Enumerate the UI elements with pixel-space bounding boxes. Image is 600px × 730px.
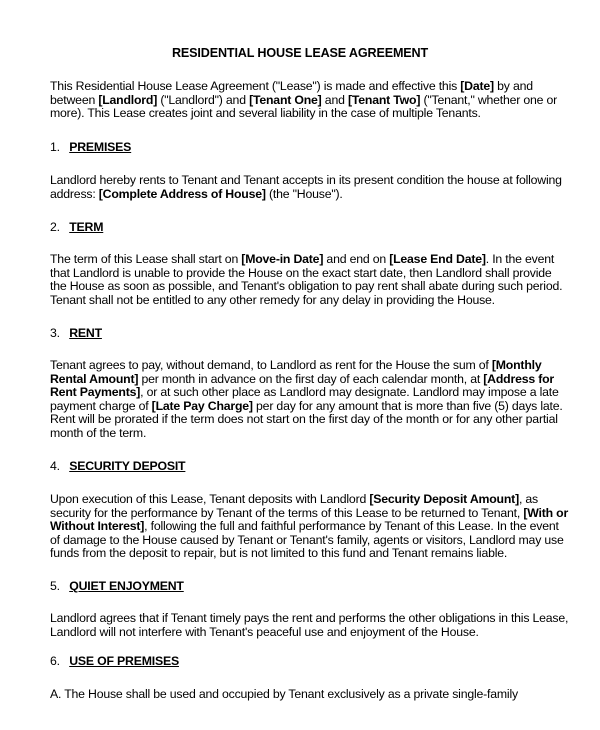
placeholder-field: [Late Pay Charge]	[151, 398, 253, 413]
section-heading-use-of-premises	[50, 654, 179, 668]
section-heading-premises	[50, 140, 131, 154]
text-line	[50, 80, 560, 94]
text-run: Tenant shall not be entitled to any other remedy for any delay in providing the House.	[50, 292, 495, 307]
section-label: PREMISES	[69, 140, 132, 154]
section-label: RENT	[69, 326, 102, 340]
text-run: Landlord agrees that if Tenant timely pays the rent and performs the other obligations in this Lease,	[50, 611, 569, 625]
text-run: per day for any amount that is more than five (5) days late.	[252, 398, 563, 413]
section-heading-term	[50, 220, 103, 234]
text-line	[50, 294, 560, 308]
placeholder-field: [Move-in Date]	[241, 252, 324, 266]
text-run: of damage to the House caused by Tenant or Tenant's family, agents or visitors, Landlord may use	[50, 532, 564, 547]
security-deposit-paragraph	[50, 492, 569, 561]
text-line	[50, 611, 569, 626]
section-number: 3.	[50, 326, 60, 340]
placeholder-field: Rent Payments]	[50, 385, 141, 400]
section-heading-security-deposit	[50, 459, 185, 473]
text-run: ("Landlord") and	[157, 92, 250, 107]
placeholder-field: [Date]	[460, 79, 494, 93]
text-line	[50, 279, 563, 294]
text-run: per month in advance on the first day of each calendar month, at	[138, 371, 484, 386]
text-line	[50, 427, 560, 441]
section-number: 4.	[50, 459, 60, 473]
text-run: month of the term.	[50, 425, 147, 440]
text-run: . In the event	[485, 252, 555, 266]
text-run: address:	[50, 186, 99, 201]
section-label: TERM	[69, 220, 104, 234]
placeholder-field: [Tenant One]	[249, 92, 322, 107]
text-run: ("Tenant," whether one or	[420, 92, 558, 107]
section-heading-quiet-enjoyment	[50, 579, 184, 593]
placeholder-field: [Security Deposit Amount]	[369, 492, 519, 506]
text-line	[50, 520, 560, 534]
section-number: 1.	[50, 140, 60, 154]
section-label: QUIET ENJOYMENT	[69, 579, 184, 593]
text-line	[50, 532, 564, 548]
placeholder-field: [Complete Address of House]	[98, 186, 266, 201]
text-line	[50, 688, 560, 702]
placeholder-field: [With or	[523, 505, 569, 520]
text-run: the House as soon as possible, and Tenant's obligation to pay rent shall abate during such period.	[50, 279, 563, 294]
text-run: Landlord will not interfere with Tenant's peaceful use and enjoyment of the House.	[50, 624, 479, 639]
text-run: more). This Lease creates joint and several liability in the case of multiple Tenants.	[50, 106, 481, 121]
section-number: 2.	[50, 220, 60, 234]
text-run: , as	[518, 492, 538, 506]
text-run: A. The House shall be used and occupied by Tenant exclusively as a private single-family	[50, 687, 518, 701]
text-line	[50, 107, 560, 121]
text-line	[50, 174, 560, 188]
text-line	[50, 359, 560, 373]
term-paragraph	[50, 252, 563, 307]
intro-paragraph	[50, 80, 560, 121]
text-run: Rent will be prorated if the term does not start on the first day of the month or for any other partial	[50, 412, 558, 427]
section-number: 6.	[50, 654, 60, 668]
text-run: between	[50, 92, 99, 107]
text-line	[50, 505, 569, 521]
text-run: (the "House").	[265, 186, 343, 201]
placeholder-field: [Tenant Two]	[347, 92, 421, 107]
placeholder-field: [Monthly	[491, 358, 542, 372]
placeholder-field: [Landlord]	[98, 92, 158, 107]
text-run: Tenant agrees to pay, without demand, to Landlord as rent for the House the sum of	[50, 358, 492, 372]
text-line	[50, 398, 563, 414]
placeholder-field: [Address for	[483, 371, 554, 386]
text-run: and	[321, 92, 348, 107]
text-run: Upon execution of this Lease, Tenant deposits with Landlord	[50, 492, 370, 506]
text-line	[50, 267, 560, 281]
text-line	[50, 413, 560, 427]
placeholder-field: Rental Amount]	[50, 371, 139, 386]
premises-paragraph	[50, 174, 560, 201]
document-title: RESIDENTIAL HOUSE LEASE AGREEMENT	[171, 46, 429, 60]
text-run: The term of this Lease shall start on	[50, 252, 242, 266]
quiet-enjoyment-paragraph	[50, 611, 569, 639]
text-run: funds from the deposit to repair, but is not limited to this fund and Tenant remains liable.	[50, 546, 508, 561]
text-line	[50, 188, 560, 202]
text-run: payment charge of	[50, 398, 152, 413]
text-run: Landlord hereby rents to Tenant and Tenant accepts in its present condition the house at following	[50, 173, 562, 187]
text-line	[50, 493, 560, 507]
text-line	[50, 626, 560, 640]
section-label: USE OF PREMISES	[69, 654, 179, 668]
text-run: by and	[493, 79, 533, 93]
text-run: that Landlord is unable to provide the House on the exact start date, then Landlord shall provide	[50, 265, 552, 280]
text-run: , or at such other place as Landlord may designate. Landlord may impose a late	[140, 385, 559, 400]
use-of-premises-paragraph	[50, 688, 560, 702]
placeholder-field: Without Interest]	[50, 519, 145, 534]
text-run: and end on	[323, 252, 390, 266]
text-line	[50, 547, 560, 561]
section-heading-rent	[50, 326, 102, 340]
text-line	[50, 253, 560, 267]
text-line	[50, 94, 560, 108]
section-number: 5.	[50, 579, 60, 593]
text-line	[50, 373, 560, 387]
text-run: , following the full and faithful performance by Tenant of this Lease. In the event	[144, 519, 559, 534]
text-line	[50, 386, 560, 400]
text-run: security for the performance by Tenant of the terms of this Lease to be returned to Tenant,	[50, 505, 524, 520]
placeholder-field: [Lease End Date]	[389, 252, 486, 266]
section-label: SECURITY DEPOSIT	[69, 459, 186, 473]
text-run: This Residential House Lease Agreement ("Lease") is made and effective this	[50, 79, 461, 93]
rent-paragraph	[50, 358, 563, 441]
